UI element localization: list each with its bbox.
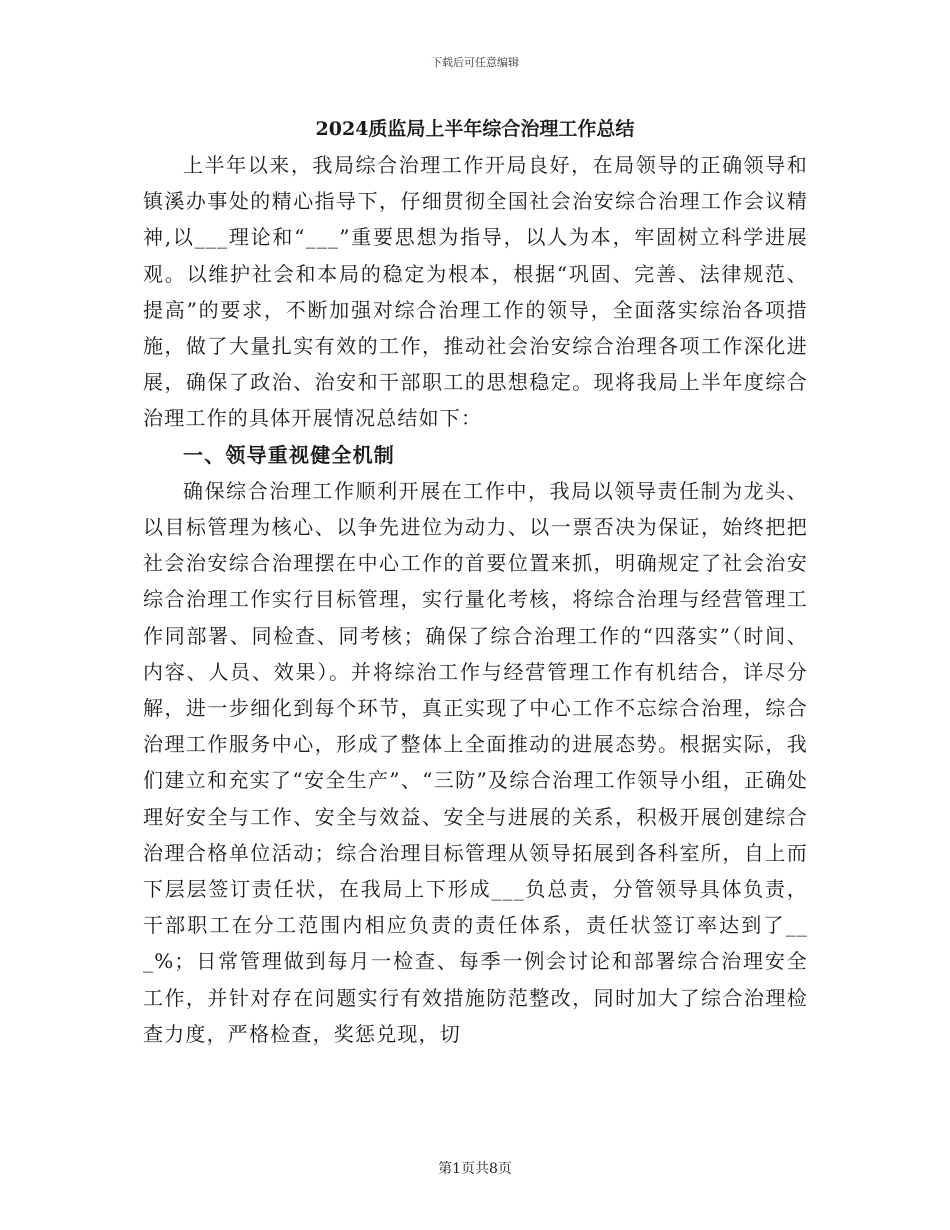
document-title: 2024质监局上半年综合治理工作总结 xyxy=(315,118,635,140)
intro-paragraph: 上半年以来，我局综合治理工作开局良好，在局领导的正确领导和镇溪办事处的精心指导下，仔细贯彻全国社会治安综合治理工作会议精神,以___理论和“___”重要思想为指导，以人为本，牢固树立科学进展观。以维护社会和本局的稳定为根本，根据“巩固、完善、法律规范、提高”的要求，不断加强对综合治理工作的领导，全面落实综治各项措施，做了大量扎实有效的工作，推动社会治安综合治理各项工作深化进展，确保了政治、治安和干部职工的思想稳定。现将我局上半年度综合治理工作的具体开展情况总结如下： xyxy=(143,153,808,431)
header-note: 下载后可任意编辑 xyxy=(431,56,519,69)
section-paragraph: 确保综合治理工作顺利开展在工作中，我局以领导责任制为龙头、以目标管理为核心、以争先进位为动力、以一票否决为保证，始终把把社会治安综合治理摆在中心工作的首要位置来抓，明确规定了社会治安综合治理工作实行目标管理，实行量化考核，将综合治理与经营管理工作同部署、同检查、同考核；确保了综合治理工作的“四落实”（时间、内容、人员、效果）。并将综治工作与经营管理工作有机结合，详尽分解，进一步细化到每个环节，真正实现了中心工作不忘综合治理，综合治理工作服务中心，形成了整体上全面推动的进展态势。根据实际，我们建立和充实了“安全生产”、“三防”及综合治理工作领导小组，正确处理好安全与工作、安全与效益、安全与进展的关系，积极开展创建综合治理合格单位活动；综合治理目标管理从领导拓展到各科室所，自上而下层层签订责任状，在我局上下形成___负总责，分管领导具体负责，干部职工在分工范围内相应负责的责任体系，责任状签订率达到了___%；日常管理做到每月一检查、每季一例会讨论和部署综合治理安全工作，并针对存在问题实行有效措施防范整改，同时加大了综合治理检查力度，严格检查，奖惩兑现，切 xyxy=(143,478,808,1046)
page-number: 第1页共8页 xyxy=(438,1161,512,1177)
section-heading: 一、领导重视健全机制 xyxy=(183,442,395,467)
document-body xyxy=(143,147,808,1052)
